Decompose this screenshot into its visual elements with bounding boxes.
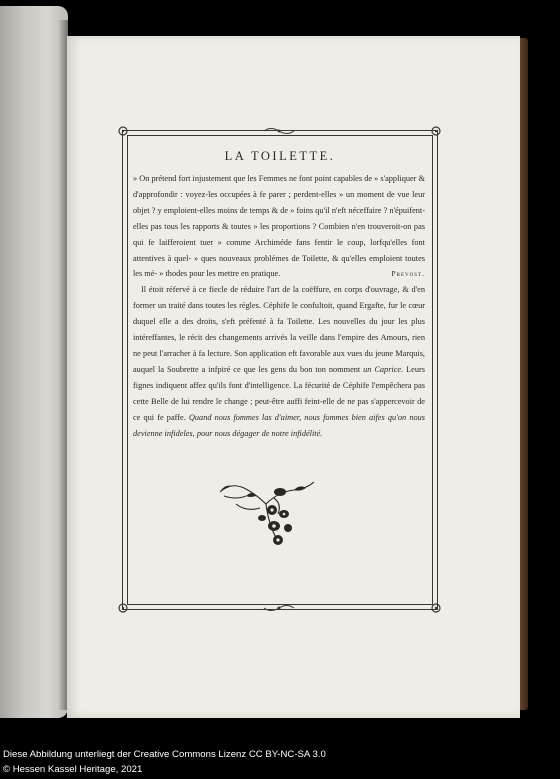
frame-corner-ornament-icon: [116, 601, 130, 615]
frame-top-ornament-icon: [262, 126, 296, 136]
quote-text: » On prétend fort injustement que les Femmes ne font point capables de » s'appliquer & d'approfondir : voyez-les occupées à fe parer ; perdent-elles » un moment de vue leur objet ? y emploient-elles moins de temps & de » foins qu'il n'eft néceffaire ? n'épuifent-elles pas tous les rapports & toutes » les proportions ? Combien n'en trouveroit-on pas qui fe laifferoient tuer » comme Archiméde fans fentir le coup, lorfqu'elles font attentives à quel- » ques nouveaux problémes de Toilette, & qu'elles emploient toutes les mé- » thodes pour les mettre en pratique.: [133, 174, 425, 279]
page-title: LA TOILETTE.: [224, 149, 336, 163]
frame-corner-ornament-icon: [429, 601, 443, 615]
license-credit: Diese Abbildung unterliegt der Creative Commons Lizenz CC BY-NC-SA 3.0: [3, 749, 326, 760]
body-italic-2: Quand nous fommes las d'aimer, nous fommes bien aifes qu'on nous devienne infideles, pour nous dégager de notre infidélité.: [133, 412, 425, 438]
frame-corner-ornament-icon: [116, 124, 130, 138]
quote-paragraph: [133, 171, 425, 282]
quote-author: Prevost.: [391, 269, 425, 279]
frame-bottom-ornament-icon: [262, 603, 296, 613]
page-text: [133, 171, 425, 441]
frame-corner-ornament-icon: [429, 124, 443, 138]
body-paragraph: [133, 282, 425, 441]
body-text-2: Leurs fignes indiquent affez qu'ils font d'intelligence. La fécurité de Céphife l'empêchera pas cette Belle de lui rendre le change ; peut-être auffi feint-elle de ne pas s'appercevoir de ce qui fe paffe.: [133, 364, 425, 422]
copyright-credit: © Hessen Kassel Heritage, 2021: [3, 764, 143, 775]
body-italic-1: un Caprice.: [363, 364, 404, 374]
floral-vignette-icon: [216, 474, 318, 548]
body-text: Il étoit réfervé à ce fiecle de réduire l'art de la coëffure, en corps d'ouvrage, & d'en former un traité dans toutes les régles. Céphife le confultoit, quand Ergafte, fur le cœur duquel elle a des droits, s'eft préfenté à fa Toilette. Les nouvelles du jour les plus intéreffantes, le récit des changements arrivés la veille dans l'empire des Amours, rien ne peut l'arracher à fa lecture. Son application eft favorable aux vues du jeune Marquis, auquel la Soubrette a infpiré ce que les gens du bon ton nomment: [133, 285, 425, 374]
